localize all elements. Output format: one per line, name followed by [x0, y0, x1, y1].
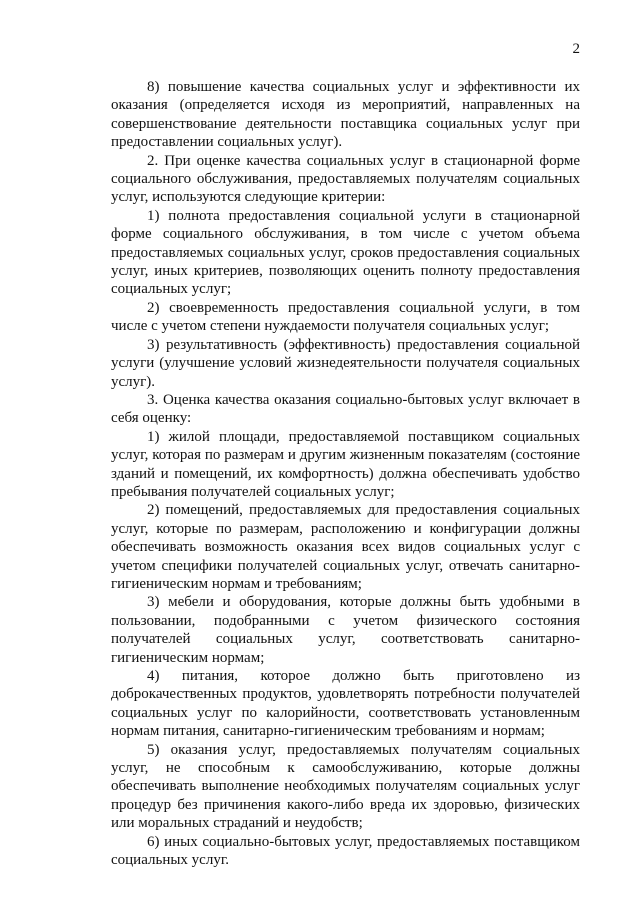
- paragraph-item-5-care-services: 5) оказания услуг, предоставляемых получателям социальных услуг, не способным к самообслуживанию, которые должны обеспечивать выполнение необходимых получателям социальных услуг процедур без причинения какого-либо вреда их здоровью, физических или моральных страданий и неудобств;: [111, 741, 580, 832]
- paragraph-section-3-household-services: 3. Оценка качества оказания социально-бытовых услуг включает в себя оценку:: [111, 391, 580, 427]
- paragraph-item-8-quality-improvement: 8) повышение качества социальных услуг и эффективности их оказания (определяется исходя из мероприятий, направленных на совершенствование деятельности поставщика социальных услуг при предоставлении социальных услуг).: [111, 79, 580, 151]
- paragraph-item-4-nutrition: 4) питания, которое должно быть приготовлено из доброкачественных продуктов, удовлетворять потребности получателей социальных услуг по калорийности, соответствовать установленным нормам питания, санитарно-гигиеническим требованиям и нормам;: [111, 668, 580, 740]
- paragraph-item-1-living-space: 1) жилой площади, предоставляемой поставщиком социальных услуг, которая по размерам и другим жизненным показателям (состояние зданий и помещений, их комфортность) должна обеспечивать удобство пребывания получателей социальных услуг;: [111, 428, 580, 500]
- paragraph-item-6-other-services: 6) иных социально-бытовых услуг, предоставляемых поставщиком социальных услуг.: [111, 833, 580, 869]
- paragraph-criterion-3-effectiveness: 3) результативность (эффективность) предоставления социальной услуги (улучшение условий жизнедеятельности получателя социальных услуг).: [111, 336, 580, 390]
- paragraph-criterion-2-timeliness: 2) своевременность предоставления социальной услуги, в том числе с учетом степени нуждаемости получателя социальных услуг;: [111, 299, 580, 335]
- document-body: [111, 78, 580, 869]
- paragraph-item-2-premises: 2) помещений, предоставляемых для предоставления социальных услуг, которые по размерам, расположению и конфигурации должны обеспечивать возможность оказания всех видов социальных услуг с учетом специфики получателей социальных услуг, отвечать санитарно-гигиеническим нормам и требованиям;: [111, 502, 580, 592]
- paragraph-criterion-1-completeness: 1) полнота предоставления социальной услуги в стационарной форме социального обслуживания, в том числе с учетом объема предоставляемых социальных услуг, сроков предоставления социальных услуг, иных критериев, позволяющих оценить полноту предоставления социальных услуг;: [111, 207, 580, 298]
- page-number: 2: [572, 41, 580, 57]
- paragraph-section-2-criteria: 2. При оценке качества социальных услуг в стационарной форме социального обслуживания, предоставляемых получателям социальных услуг, используются следующие критерии:: [111, 152, 580, 206]
- paragraph-item-3-furniture: 3) мебели и оборудования, которые должны быть удобными в пользовании, подобранными с учетом физического состояния получателей социальных услуг, соответствовать санитарно-гигиеническим нормам;: [111, 594, 580, 666]
